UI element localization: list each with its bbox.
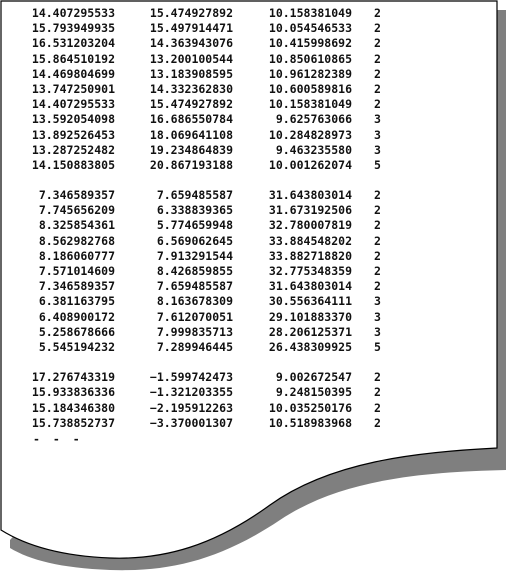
coordinate-value: 5.545194232 [38, 339, 115, 354]
atom-type-value: 3 [374, 112, 381, 127]
coordinate-value: −2.195912263 [149, 400, 233, 415]
coordinate-value: 10.001262074 [268, 157, 352, 172]
coordinate-value: 7.346589357 [38, 188, 115, 203]
atom-type-value: 3 [374, 309, 381, 324]
coordinate-value: 31.643803014 [268, 279, 352, 294]
atom-type-value: 2 [374, 233, 381, 248]
atom-type-value: 2 [374, 279, 381, 294]
coordinate-row [0, 310, 495, 325]
coordinate-value: 32.775348359 [268, 264, 352, 278]
coordinate-row [0, 340, 495, 355]
coordinate-value: 7.289946445 [156, 339, 233, 354]
atom-type-value: 2 [374, 36, 381, 51]
coordinate-value: 14.363943076 [149, 36, 233, 51]
atom-type-value: 2 [374, 203, 381, 218]
atom-type-value: 3 [374, 142, 381, 157]
atom-type-value: 2 [374, 385, 381, 400]
coordinate-value: 7.745656209 [38, 203, 115, 218]
coordinate-value: 31.673192506 [268, 203, 352, 218]
coordinate-value: 7.346589357 [38, 279, 115, 294]
coordinate-row [0, 234, 495, 249]
coordinate-value: −3.370001307 [149, 415, 233, 430]
coordinate-value: 30.556364111 [268, 294, 352, 309]
coordinate-value: 28.206125371 [268, 324, 352, 339]
atom-type-value: 3 [374, 324, 381, 339]
coordinate-value: 6.338839365 [156, 203, 233, 218]
coordinate-value: 9.248150395 [275, 385, 352, 400]
coordinate-row [0, 249, 495, 264]
coordinate-row [0, 143, 495, 158]
atom-type-value: 2 [374, 51, 381, 66]
coordinate-row [0, 279, 495, 294]
atom-type-value: 2 [374, 218, 381, 233]
coordinate-row [0, 218, 495, 233]
coordinate-row [0, 112, 495, 127]
coordinate-value: 13.747250901 [31, 81, 115, 96]
coordinate-value: 7.659485587 [156, 188, 233, 203]
coordinate-block [0, 370, 495, 431]
coordinate-row [0, 82, 495, 97]
coordinate-value: 16.531203204 [31, 36, 115, 51]
atom-type-value: 5 [374, 157, 381, 172]
coordinate-value: 15.738852737 [31, 415, 115, 430]
coordinate-row [0, 401, 495, 416]
coordinate-row [0, 370, 495, 385]
coordinate-value: 13.592054098 [31, 112, 115, 127]
coordinate-value: 8.186060777 [38, 248, 115, 263]
coordinate-block [0, 6, 495, 173]
atom-type-value: 2 [374, 188, 381, 203]
coordinate-row [0, 97, 495, 112]
coordinate-value: 19.234864839 [149, 142, 233, 157]
coordinate-value: 7.571014609 [38, 264, 115, 278]
coordinate-value: 9.002672547 [275, 370, 352, 385]
coordinate-value: 6.569062645 [156, 233, 233, 248]
atom-type-value: 2 [374, 264, 381, 278]
coordinate-row [0, 294, 495, 309]
coordinate-row [0, 36, 495, 51]
atom-type-value: 3 [374, 294, 381, 309]
coordinate-value: 15.864510192 [31, 51, 115, 66]
coordinate-value: 10.961282389 [268, 66, 352, 81]
coordinate-value: 32.780007819 [268, 218, 352, 233]
coordinate-value: 15.184346380 [31, 400, 115, 415]
coordinate-row [0, 21, 495, 36]
coordinate-value: −1.321203355 [149, 385, 233, 400]
atom-type-value: 2 [374, 97, 381, 112]
coordinate-row [0, 203, 495, 218]
atom-type-value: 5 [374, 339, 381, 354]
coordinate-value: 15.474927892 [149, 6, 233, 20]
atom-type-value: 2 [374, 81, 381, 96]
coordinate-value: 5.258678666 [38, 324, 115, 339]
coordinate-listing [0, 6, 495, 447]
coordinate-value: 26.438309925 [268, 339, 352, 354]
coordinate-value: 10.415998692 [268, 36, 352, 51]
coordinate-value: 10.158381049 [268, 6, 352, 20]
coordinate-value: 5.774659948 [156, 218, 233, 233]
coordinate-value: 10.518983968 [268, 415, 352, 430]
atom-type-value: 2 [374, 66, 381, 81]
coordinate-row [0, 158, 495, 173]
coordinate-value: 6.408900172 [38, 309, 115, 324]
coordinate-value: 8.426859855 [156, 264, 233, 278]
atom-type-value: 2 [374, 400, 381, 415]
coordinate-value: 13.892526453 [31, 127, 115, 142]
coordinate-value: 15.474927892 [149, 97, 233, 112]
coordinate-block [0, 188, 495, 355]
coordinate-value: 10.054546533 [268, 21, 352, 36]
coordinate-value: 7.612070051 [156, 309, 233, 324]
coordinate-value: 8.163678309 [156, 294, 233, 309]
coordinate-value: 9.463235580 [275, 142, 352, 157]
continuation-text: - - - [33, 431, 83, 446]
coordinate-value: 8.562982768 [38, 233, 115, 248]
coordinate-value: 7.913291544 [156, 248, 233, 263]
coordinate-value: 10.035250176 [268, 400, 352, 415]
coordinate-row [0, 264, 495, 279]
coordinate-value: 33.884548202 [268, 233, 352, 248]
atom-type-value: 2 [374, 248, 381, 263]
atom-type-value: 2 [374, 415, 381, 430]
coordinate-row [0, 188, 495, 203]
atom-type-value: 2 [374, 21, 381, 36]
coordinate-row [0, 128, 495, 143]
coordinate-value: 29.101883370 [268, 309, 352, 324]
coordinate-value: 15.497914471 [149, 21, 233, 36]
coordinate-value: 10.284828973 [268, 127, 352, 142]
coordinate-row [0, 6, 495, 21]
coordinate-value: 18.069641108 [149, 127, 233, 142]
coordinate-value: 6.381163795 [38, 294, 115, 309]
coordinate-value: 10.850610865 [268, 51, 352, 66]
coordinate-row [0, 67, 495, 82]
coordinate-value: 13.183908595 [149, 66, 233, 81]
coordinate-value: 13.287252482 [31, 142, 115, 157]
coordinate-row [0, 325, 495, 340]
coordinate-value: 7.999835713 [156, 324, 233, 339]
coordinate-value: 15.933836336 [31, 385, 115, 400]
coordinate-value: 14.407295533 [31, 6, 115, 20]
coordinate-value: 20.867193188 [149, 157, 233, 172]
coordinate-value: 14.469804699 [31, 66, 115, 81]
coordinate-row [0, 385, 495, 400]
coordinate-value: 14.407295533 [31, 97, 115, 112]
coordinate-value: 17.276743319 [31, 370, 115, 385]
coordinate-value: 7.659485587 [156, 279, 233, 294]
coordinate-value: 14.332362830 [149, 81, 233, 96]
atom-type-value: 2 [374, 370, 381, 385]
atom-type-value: 2 [374, 6, 381, 20]
coordinate-row [0, 416, 495, 431]
coordinate-value: −1.599742473 [149, 370, 233, 385]
coordinate-value: 10.158381049 [268, 97, 352, 112]
coordinate-value: 9.625763066 [275, 112, 352, 127]
coordinate-value: 8.325854361 [38, 218, 115, 233]
continuation-marker [0, 432, 495, 447]
coordinate-value: 10.600589816 [268, 81, 352, 96]
coordinate-value: 15.793949935 [31, 21, 115, 36]
coordinate-row [0, 52, 495, 67]
coordinate-value: 31.643803014 [268, 188, 352, 203]
coordinate-value: 16.686550784 [149, 112, 233, 127]
coordinate-value: 13.200100544 [149, 51, 233, 66]
coordinate-value: 14.150883805 [31, 157, 115, 172]
atom-type-value: 3 [374, 127, 381, 142]
coordinate-value: 33.882718820 [268, 248, 352, 263]
